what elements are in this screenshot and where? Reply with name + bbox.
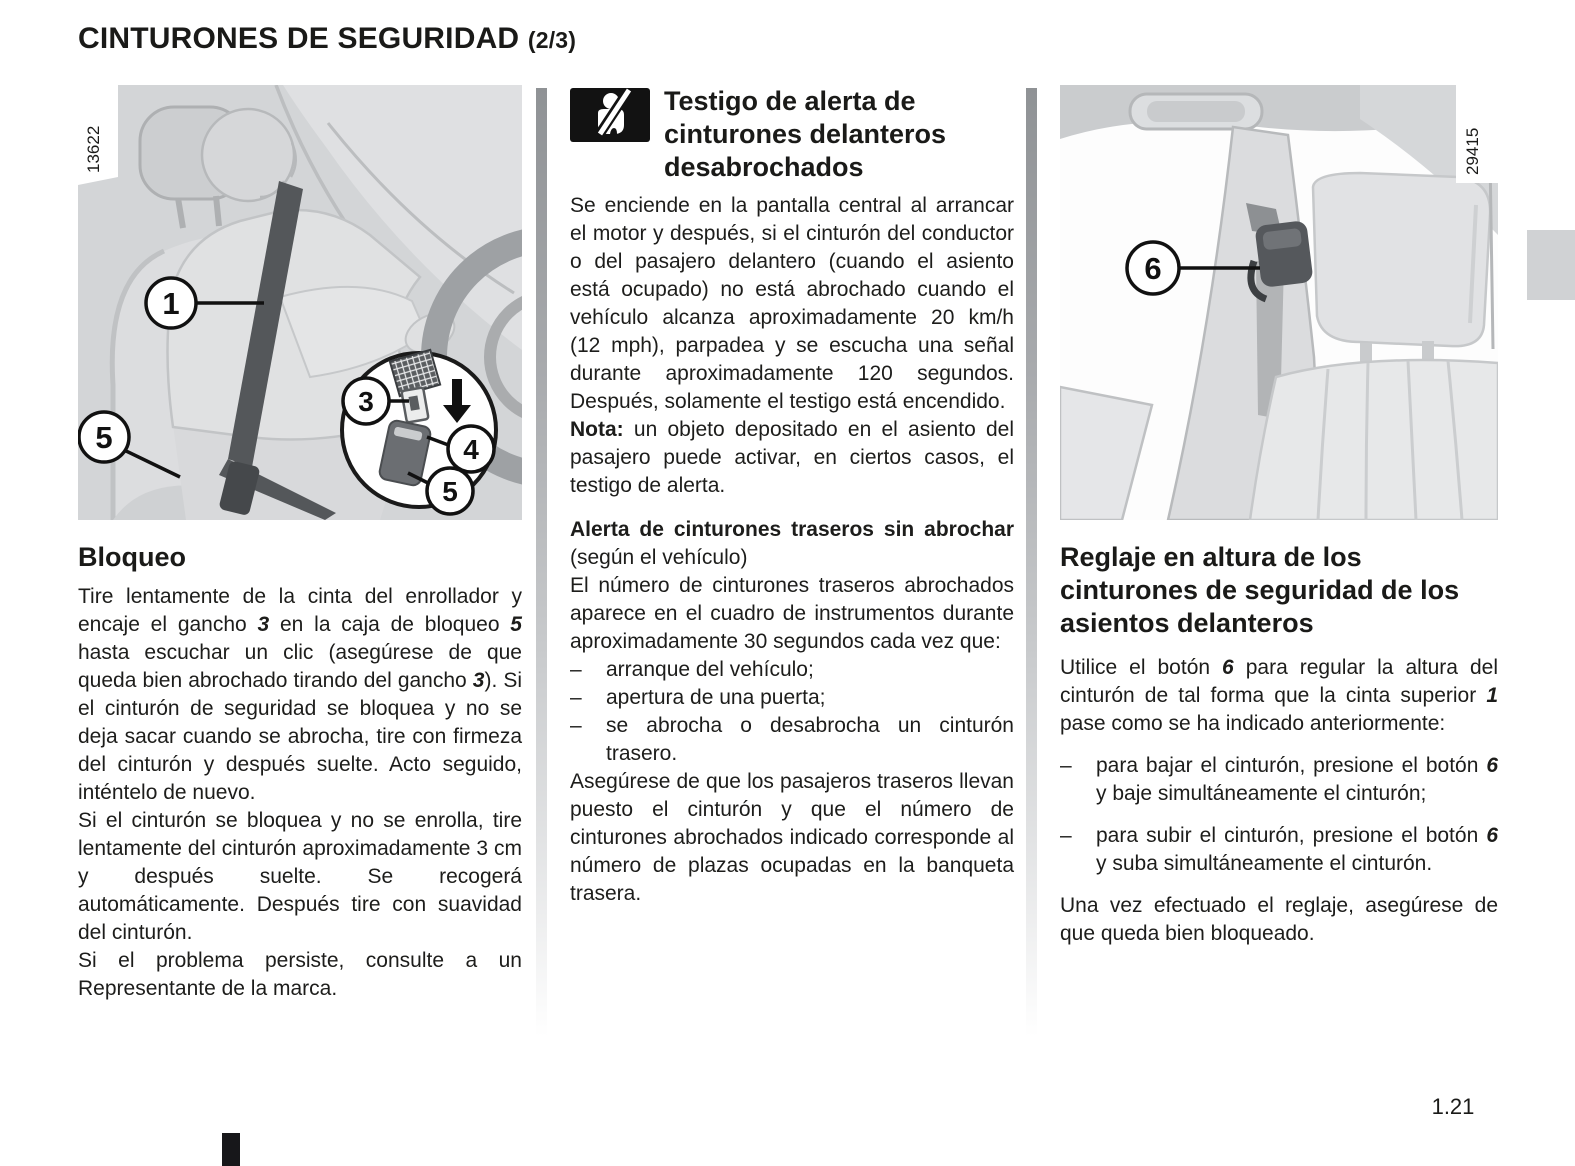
callout-3-label: 3	[358, 386, 374, 417]
bloqueo-paragraph-2: Si el cinturón se bloquea y no se enrolla, tire lentamente del cinturón aproximadamente 3 cm y después suelte. Se recogerá automáticamente. Después tire con suavidad del cinturón.	[78, 809, 522, 944]
bullet-dash: –	[570, 658, 582, 681]
headrest	[1313, 173, 1490, 346]
figure-number-left: 13622	[84, 125, 103, 173]
list-item: – arranque del vehículo;	[570, 656, 1014, 684]
subheading-alerta-traseros: Alerta de cinturones traseros sin abrochar (según el vehículo)	[570, 518, 1014, 569]
callout-5-label: 5	[95, 420, 113, 455]
list-item: – para bajar el cinturón, presione el botón 6 y baje simultáneamente el cinturón;	[1060, 752, 1498, 808]
bullet-dash: –	[570, 714, 582, 737]
seatbelt-usage-figure	[78, 85, 522, 520]
callout-1-label: 1	[162, 286, 180, 321]
callout-4-label: 4	[463, 434, 479, 465]
alerta-paragraph-final: Asegúrese de que los pasajeros traseros llevan puesto el cinturón y que el número de cinturones abrochados indicado corresponde al número de plazas ocupadas en la banqueta trasera.	[570, 770, 1014, 905]
middle-column	[570, 85, 1014, 908]
section-heading-reglaje: Reglaje en altura de los cinturones de seguridad de los asientos delanteros	[1060, 542, 1460, 638]
right-column	[1060, 85, 1498, 948]
belt-height-adjuster-figure	[1060, 85, 1498, 520]
bloqueo-paragraph-3: Si el problema persiste, consulte a un Representante de la marca.	[78, 949, 522, 1000]
bloqueo-paragraph-1: Tire lentamente de la cinta del enrollador y encaje el gancho 3 en la caja de bloqueo 5 hasta escuchar un clic (asegúrese de que queda bien abrochado tirando del gancho 3). Si el cinturón de seguridad se bloquea y no se deja sacar cuando se abrocha, tire con firmeza del cinturón y después suelte. Acto seguido, inténtelo de nuevo.	[78, 585, 522, 804]
list-item: – apertura de una puerta;	[570, 684, 1014, 712]
bullet-dash: –	[1060, 824, 1072, 847]
bullet-dash: –	[570, 686, 582, 709]
page-title-text: CINTURONES DE SEGURIDAD	[78, 22, 528, 55]
reglaje-paragraph-1: Utilice el botón 6 para regular la altura del cinturón de tal forma que la cinta superior 1 pase como se ha indicado anteriormente:	[1060, 656, 1498, 735]
warning-heading-block	[570, 85, 1014, 184]
list-item: – se abrocha o desabrocha un cinturón trasero.	[570, 712, 1014, 768]
left-column	[78, 85, 522, 1003]
figure-number-right: 29415	[1463, 127, 1482, 175]
seatbelt-usage-illustration	[78, 85, 522, 520]
column-separator-1	[536, 88, 547, 1066]
belt-height-adjuster-illustration	[1060, 85, 1498, 520]
testigo-paragraph-1: Se enciende en la pantalla central al arrancar el motor y después, si el cinturón del conductor o del pasajero delantero (cuando el asiento está ocupado) no está abrochado cuando el vehículo alcanza aproximadamente 20 km/h (12 mph), parpadea y se escucha una señal durante aproximadamente 120 segundos. Después, solamente el testigo está encendido.	[570, 194, 1014, 413]
reglaje-paragraph-final: Una vez efectuado el reglaje, asegúrese de que queda bien bloqueado.	[1060, 894, 1498, 945]
callout-5b-label: 5	[442, 476, 458, 507]
section-edge-tab	[1527, 230, 1575, 300]
callout-6-label: 6	[1144, 251, 1162, 286]
page-title	[78, 22, 576, 56]
alerta-paragraph: El número de cinturones traseros abrochados aparece en el cuadro de instrumentos durante aproximadamente 30 segundos cada vez que:	[570, 574, 1014, 653]
section-heading-bloqueo: Bloqueo	[78, 542, 186, 572]
section-heading-testigo: Testigo de alerta de cinturones delanteros desabrochados	[664, 86, 947, 182]
page-number: 1.21	[1431, 1094, 1475, 1119]
list-item: – para subir el cinturón, presione el botón 6 y suba simultáneamente el cinturón.	[1060, 822, 1498, 878]
print-registration-mark	[222, 1133, 240, 1166]
column-separator-2	[1026, 88, 1037, 1066]
page-title-suffix: (2/3)	[527, 27, 577, 53]
seatbelt-warning-icon	[570, 88, 650, 142]
testigo-note: Nota: un objeto depositado en el asiento del pasajero puede activar, en ciertos casos, el testigo de alerta.	[570, 418, 1014, 497]
bullet-dash: –	[1060, 754, 1072, 777]
